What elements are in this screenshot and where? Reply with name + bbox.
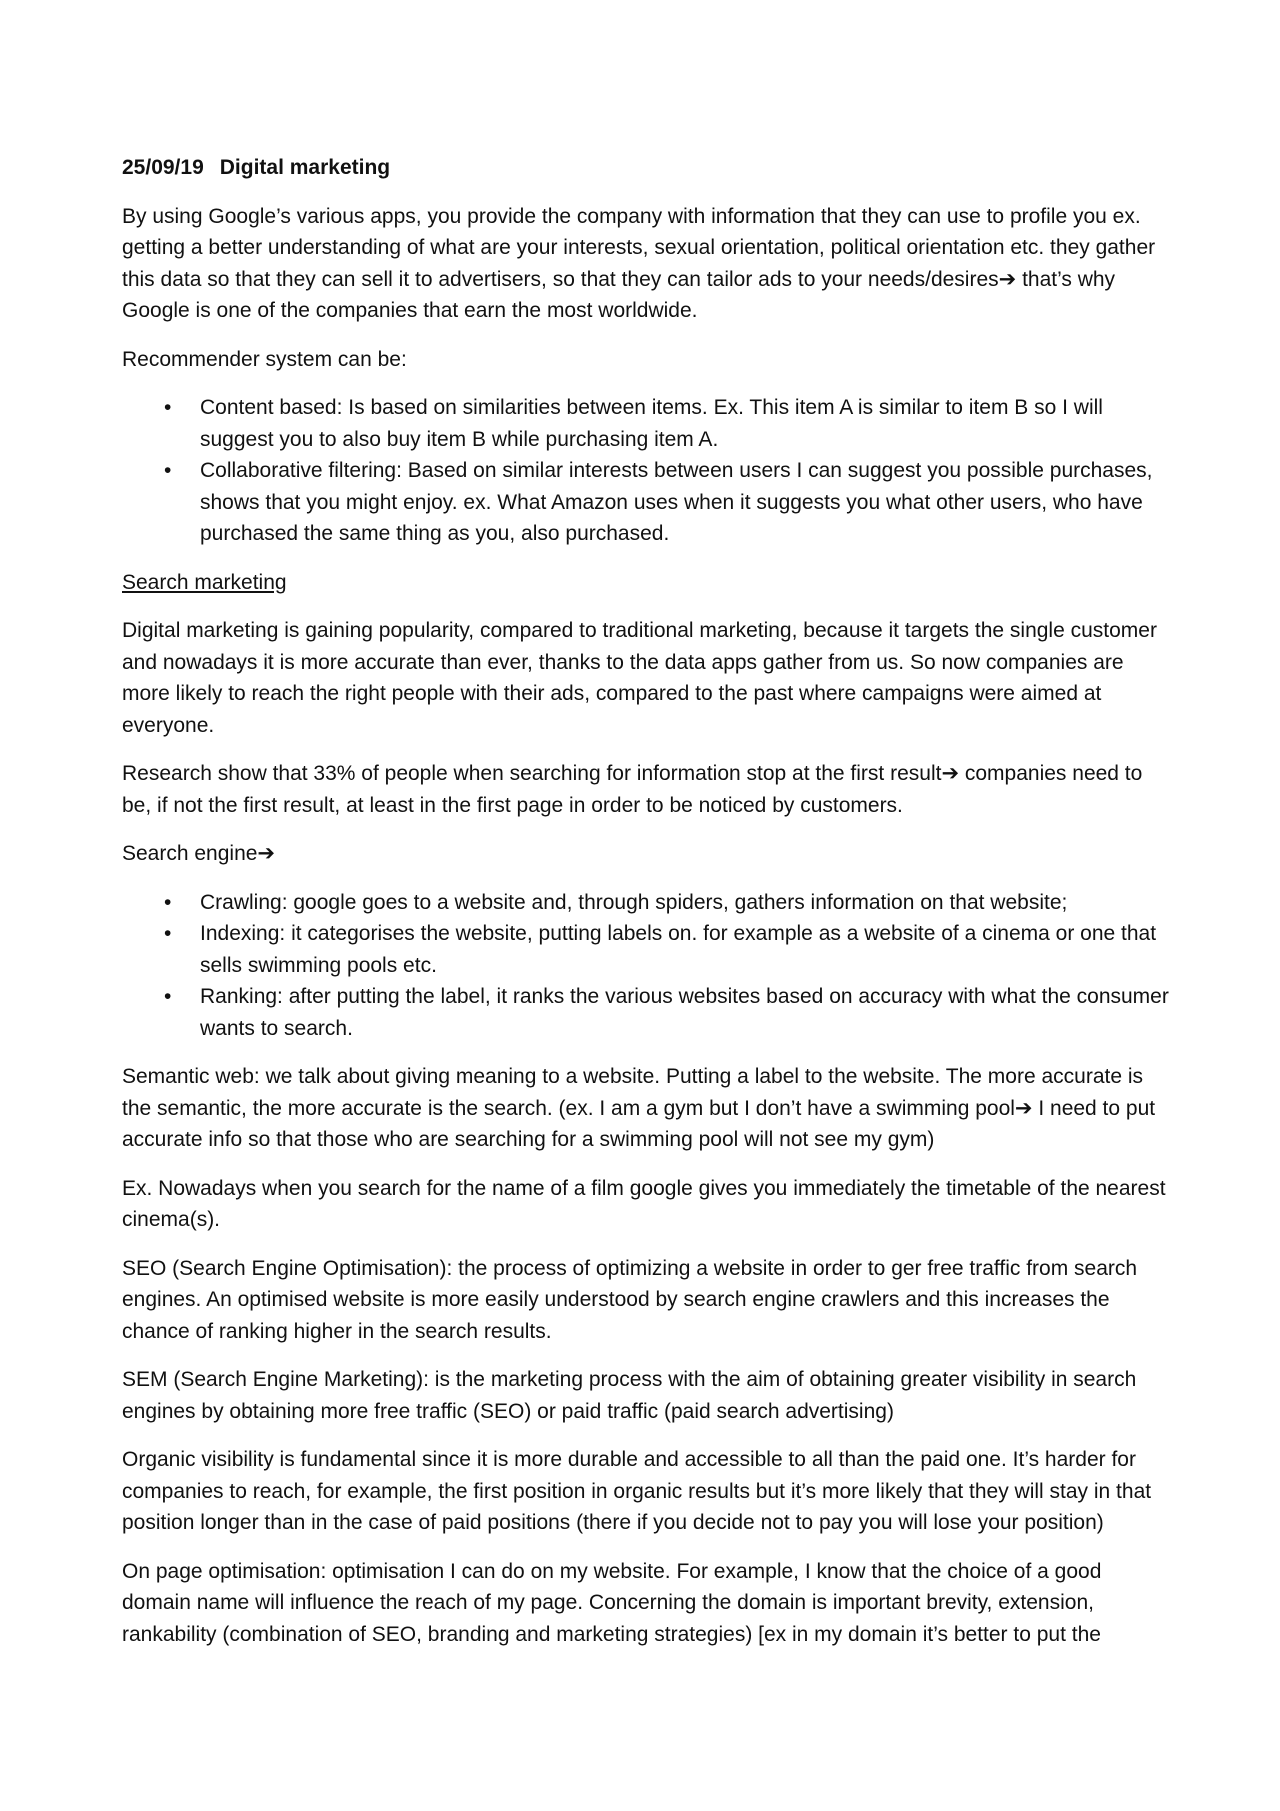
- paragraph-recommender-intro: Recommender system can be:: [122, 347, 407, 371]
- search-engine-list: [122, 887, 1172, 1045]
- list-item-text: Collaborative filtering: Based on similar interests between users I can suggest you possible purchases, shows that you might enjoy. ex. What Amazon uses when it suggests you what other users, who have purchased the same thing as you, also purchased.: [200, 459, 1153, 545]
- list-item-text: Indexing: it categorises the website, putting labels on. for example as a website of a cinema or one that sells swimming pools etc.: [200, 922, 1157, 977]
- document-title: [122, 152, 1172, 184]
- section-heading-search-marketing: Search marketing: [122, 570, 287, 594]
- list-item: [122, 392, 1172, 455]
- paragraph-google-profiling: By using Google’s various apps, you provide the company with information that they can use to profile you ex. getting a better understanding of what are your interests, sexual orientation, political orientation etc. they gather this data so that they can sell it to advertisers, so that they can tailor ads to your needs/desires➔ that’s why Google is one of the companies that earn the most worldwide.: [122, 204, 1156, 322]
- paragraph-search-engine-intro: Search engine➔: [122, 842, 276, 865]
- paragraph-on-page-optimisation: On page optimisation: optimisation I can do on my website. For example, I know that the choice of a good domain name will influence the reach of my page. Concerning the domain is important brevity, extension, rankability (combination of SEO, branding and marketing strategies) [ex in my domain it’s better to put the: [122, 1559, 1102, 1646]
- list-item: [122, 918, 1172, 981]
- bullet-icon: •: [164, 890, 172, 914]
- paragraph-seo: SEO (Search Engine Optimisation): the process of optimizing a website in order to ger free traffic from search engines. An optimised website is more easily understood by search engine crawlers and this increases the chance of ranking higher in the search results.: [122, 1256, 1138, 1343]
- paragraph-sem: SEM (Search Engine Marketing): is the marketing process with the aim of obtaining greater visibility in search engines by obtaining more free traffic (SEO) or paid traffic (paid search advertising): [122, 1368, 1137, 1423]
- paragraph-semantic-web: Semantic web: we talk about giving meaning to a website. Putting a label to the website. The more accurate is the semantic, the more accurate is the search. (ex. I am a gym but I don’t have a swimming pool➔ I need to put accurate info so that those who are searching for a swimming pool will not see my gym): [122, 1065, 1156, 1151]
- document-page: [122, 152, 1172, 1667]
- paragraph-digital-marketing: Digital marketing is gaining popularity, compared to traditional marketing, because it targets the single customer and nowadays it is more accurate than ever, thanks to the data apps gather from us. So now companies are more likely to reach the right people with their ads, compared to the past where campaigns were aimed at everyone.: [122, 619, 1157, 737]
- list-item: [122, 887, 1172, 919]
- bullet-icon: •: [164, 922, 172, 945]
- bullet-icon: •: [164, 396, 172, 419]
- title-date: 25/09/19: [122, 156, 204, 179]
- list-item: [122, 981, 1172, 1044]
- list-item-text: Crawling: google goes to a website and, through spiders, gathers information on that website;: [200, 890, 1068, 914]
- list-item: [122, 455, 1172, 550]
- paragraph-research: Research show that 33% of people when searching for information stop at the first result➔ companies need to be, if not the first result, at least in the first page in order to be noticed by customers.: [122, 762, 1143, 817]
- recommender-list: [122, 392, 1172, 550]
- title-text: Digital marketing: [219, 156, 391, 179]
- list-item-text: Ranking: after putting the label, it ranks the various websites based on accuracy with what the consumer wants to search.: [200, 985, 1169, 1040]
- paragraph-film-example: Ex. Nowadays when you search for the name of a film google gives you immediately the timetable of the nearest cinema(s).: [122, 1176, 1166, 1231]
- paragraph-organic-visibility: Organic visibility is fundamental since it is more durable and accessible to all than the paid one. It’s harder for companies to reach, for example, the first position in organic results but it’s more likely that they will stay in that position longer than in the case of paid positions (there if you decide not to pay you will lose your position): [122, 1448, 1152, 1534]
- bullet-icon: •: [164, 985, 172, 1008]
- list-item-text: Content based: Is based on similarities between items. Ex. This item A is similar to item B so I will suggest you to also buy item B while purchasing item A.: [200, 396, 1103, 451]
- bullet-icon: •: [164, 459, 172, 482]
